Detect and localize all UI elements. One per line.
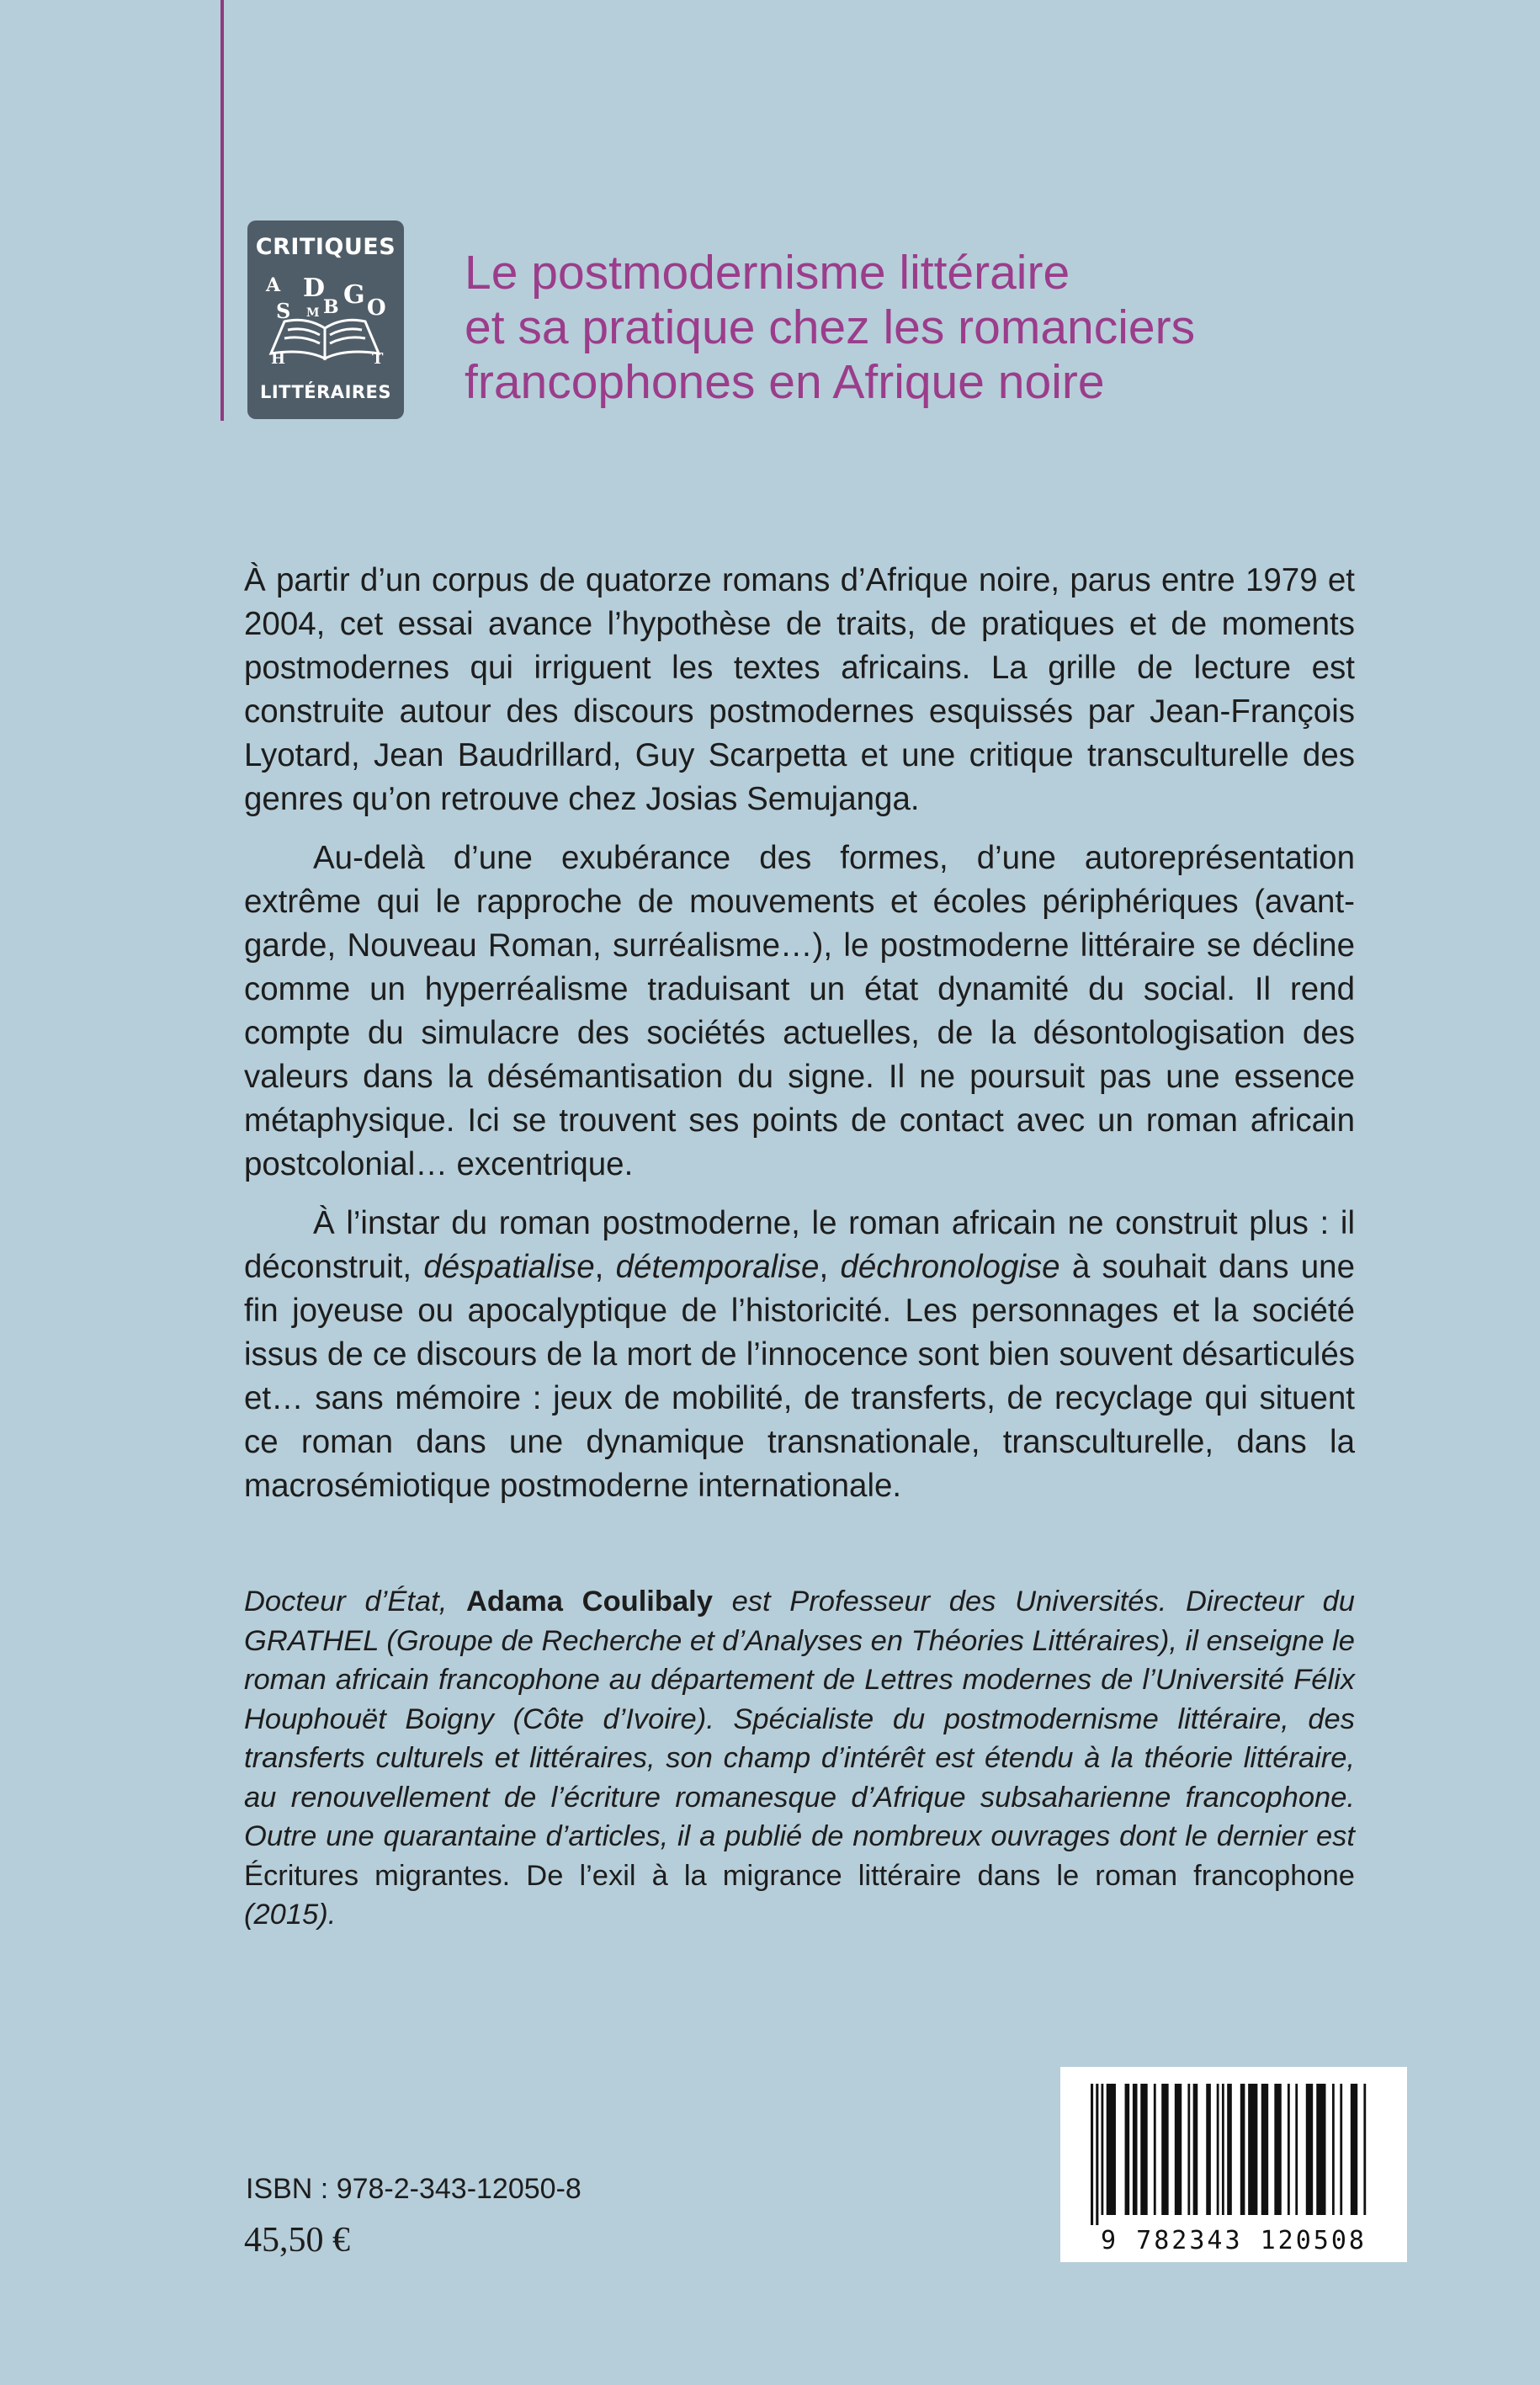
- barcode-bar: [1154, 2084, 1156, 2215]
- summary-paragraph-2: Au-delà d’une exubérance des formes, d’une autoreprésentation extrême qui le rapproche de mouvements et écoles périphériques (avant-garde, Nouveau Roman, surréalisme…), le postmoderne littéraire se décline comme un hyperréalisme traduisant un état dynamité du social. Il rend compte du simulacre des sociétés actuelles, de la désontologisation des valeurs dans la désémantisation du signe. Il ne poursuit pas une essence métaphysique. Ici se trouvent ses points de contact avec un roman africain postcolonial… excentrique.: [244, 840, 1355, 1182]
- logo-letter: H: [271, 350, 286, 367]
- barcode-bar: [1332, 2084, 1335, 2215]
- logo-letter: S: [276, 299, 291, 323]
- title-line: francophones en Afrique noire: [465, 355, 1105, 409]
- barcode-bar: [1248, 2084, 1257, 2215]
- logo-letter: A: [266, 274, 281, 296]
- barcode-bar: [1161, 2084, 1168, 2215]
- summary-emphasis: déchronologise: [840, 1249, 1060, 1285]
- barcode-bar: [1240, 2084, 1245, 2215]
- summary-text: ,: [819, 1249, 841, 1285]
- barcode-bar: [1227, 2084, 1232, 2215]
- logo-letter: B: [323, 296, 339, 318]
- summary-text: À l’instar du roman postmoderne, le roman africain ne construit plus : il déconstruit,: [244, 1205, 1355, 1285]
- barcode-bar: [1316, 2084, 1325, 2215]
- summary-paragraph-1: À partir d’un corpus de quatorze romans d’Afrique noire, parus entre 1979 et 2004, cet essai avance l’hypothèse de traits, de pratiques et de moments postmodernes qui irriguent les textes africains. La grille de lecture est construite autour des discours postmodernes esquissés par Jean-François Lyotard, Jean Baudrillard, Guy Scarpetta et une critique transculturelle des genres qu’on retrouve chez Josias Semujanga.: [244, 562, 1355, 817]
- bio-year: (2015).: [244, 1899, 337, 1931]
- barcode-bar: [1295, 2084, 1298, 2215]
- summary-emphasis: déspatialise: [423, 1249, 595, 1285]
- logo-letter: G: [343, 280, 365, 310]
- author-name: Adama Coulibaly: [465, 1586, 713, 1617]
- author-bio: [244, 1582, 1355, 1935]
- barcode-bar: [1133, 2084, 1138, 2215]
- barcode-bar: [1340, 2084, 1342, 2215]
- logo-letter: O: [367, 295, 386, 321]
- summary-emphasis: détemporalise: [615, 1249, 820, 1285]
- title-line: Le postmodernisme littéraire: [465, 246, 1070, 300]
- open-book-with-letters-icon: [259, 266, 392, 367]
- series-logo-bottom-label: LITTÉRAIRES: [259, 382, 392, 402]
- title-line: et sa pratique chez les romanciers: [465, 300, 1196, 354]
- barcode-bar: [1107, 2084, 1116, 2215]
- barcode: [1060, 2067, 1407, 2262]
- barcode-bar: [1261, 2084, 1268, 2215]
- barcode-bar: [1288, 2084, 1290, 2215]
- series-logo-top-label: CRITIQUES: [255, 234, 396, 260]
- barcode-bar: [1351, 2084, 1357, 2215]
- summary-text: ,: [594, 1249, 616, 1285]
- summary-paragraph-3: [244, 1202, 1355, 1508]
- barcode-bar: [1096, 2084, 1098, 2225]
- barcode-bar: [1206, 2084, 1211, 2215]
- book-title: [465, 246, 1474, 410]
- summary-text: à souhait dans une fin joyeuse ou apocalyptique de l’historicité. Les personnages et la société issus de ce discours de la mort de l’innocence sont bien souvent désarticulés et… sans mémoire : jeux de mobilité, de transferts, de recyclage qui situent ce roman dans une dynamique transnationale, transculturelle, dans la macrosémiotique postmoderne internationale.: [244, 1249, 1355, 1504]
- barcode-bar: [1193, 2084, 1198, 2215]
- barcode-bar: [1363, 2084, 1366, 2215]
- barcode-bar: [1274, 2084, 1281, 2215]
- barcode-bar: [1140, 2084, 1147, 2215]
- series-logo: [247, 220, 404, 419]
- isbn-label: ISBN : 978-2-343-12050-8: [246, 2173, 581, 2205]
- bio-book-title: Écritures migrantes. De l’exil à la migrance littéraire dans le roman francophone: [244, 1859, 1355, 1892]
- barcode-bar: [1091, 2084, 1093, 2225]
- barcode-bar: [1101, 2084, 1103, 2215]
- logo-letter: D: [303, 274, 326, 303]
- barcode-bar: [1125, 2084, 1130, 2215]
- barcode-bar: [1175, 2084, 1182, 2215]
- back-cover-summary: [244, 559, 1355, 1523]
- barcode-bar: [1306, 2084, 1313, 2215]
- barcode-bar: [1222, 2084, 1224, 2215]
- decorative-vertical-rule: [220, 0, 224, 421]
- logo-letter: T: [372, 350, 384, 367]
- barcode-digits: 9 782343 120508: [1101, 2226, 1367, 2255]
- logo-letter: M: [306, 306, 320, 320]
- bio-text: est Professeur des Universités. Directeur du GRATHEL (Groupe de Recherche et d’Analyses en Théories Littéraires), il enseigne le roman africain francophone au département de Lettres modernes de l’Université Félix Houphouët Boigny (Côte d’Ivoire). Spécialiste du postmodernisme littéraire, des transferts culturels et littéraires, son champ d’intérêt est étendu à la théorie littéraire, au renouvellement de l’écriture romanesque d’Afrique subsaharienne francophone. Outre une quarantaine d’articles, il a publié de nombreux ouvrages dont le dernier est: [244, 1586, 1355, 1852]
- barcode-bar: [1217, 2084, 1219, 2215]
- barcode-bar: [1187, 2084, 1190, 2215]
- bio-lead: Docteur d’État,: [244, 1586, 466, 1617]
- price-label: 45,50 €: [244, 2221, 350, 2260]
